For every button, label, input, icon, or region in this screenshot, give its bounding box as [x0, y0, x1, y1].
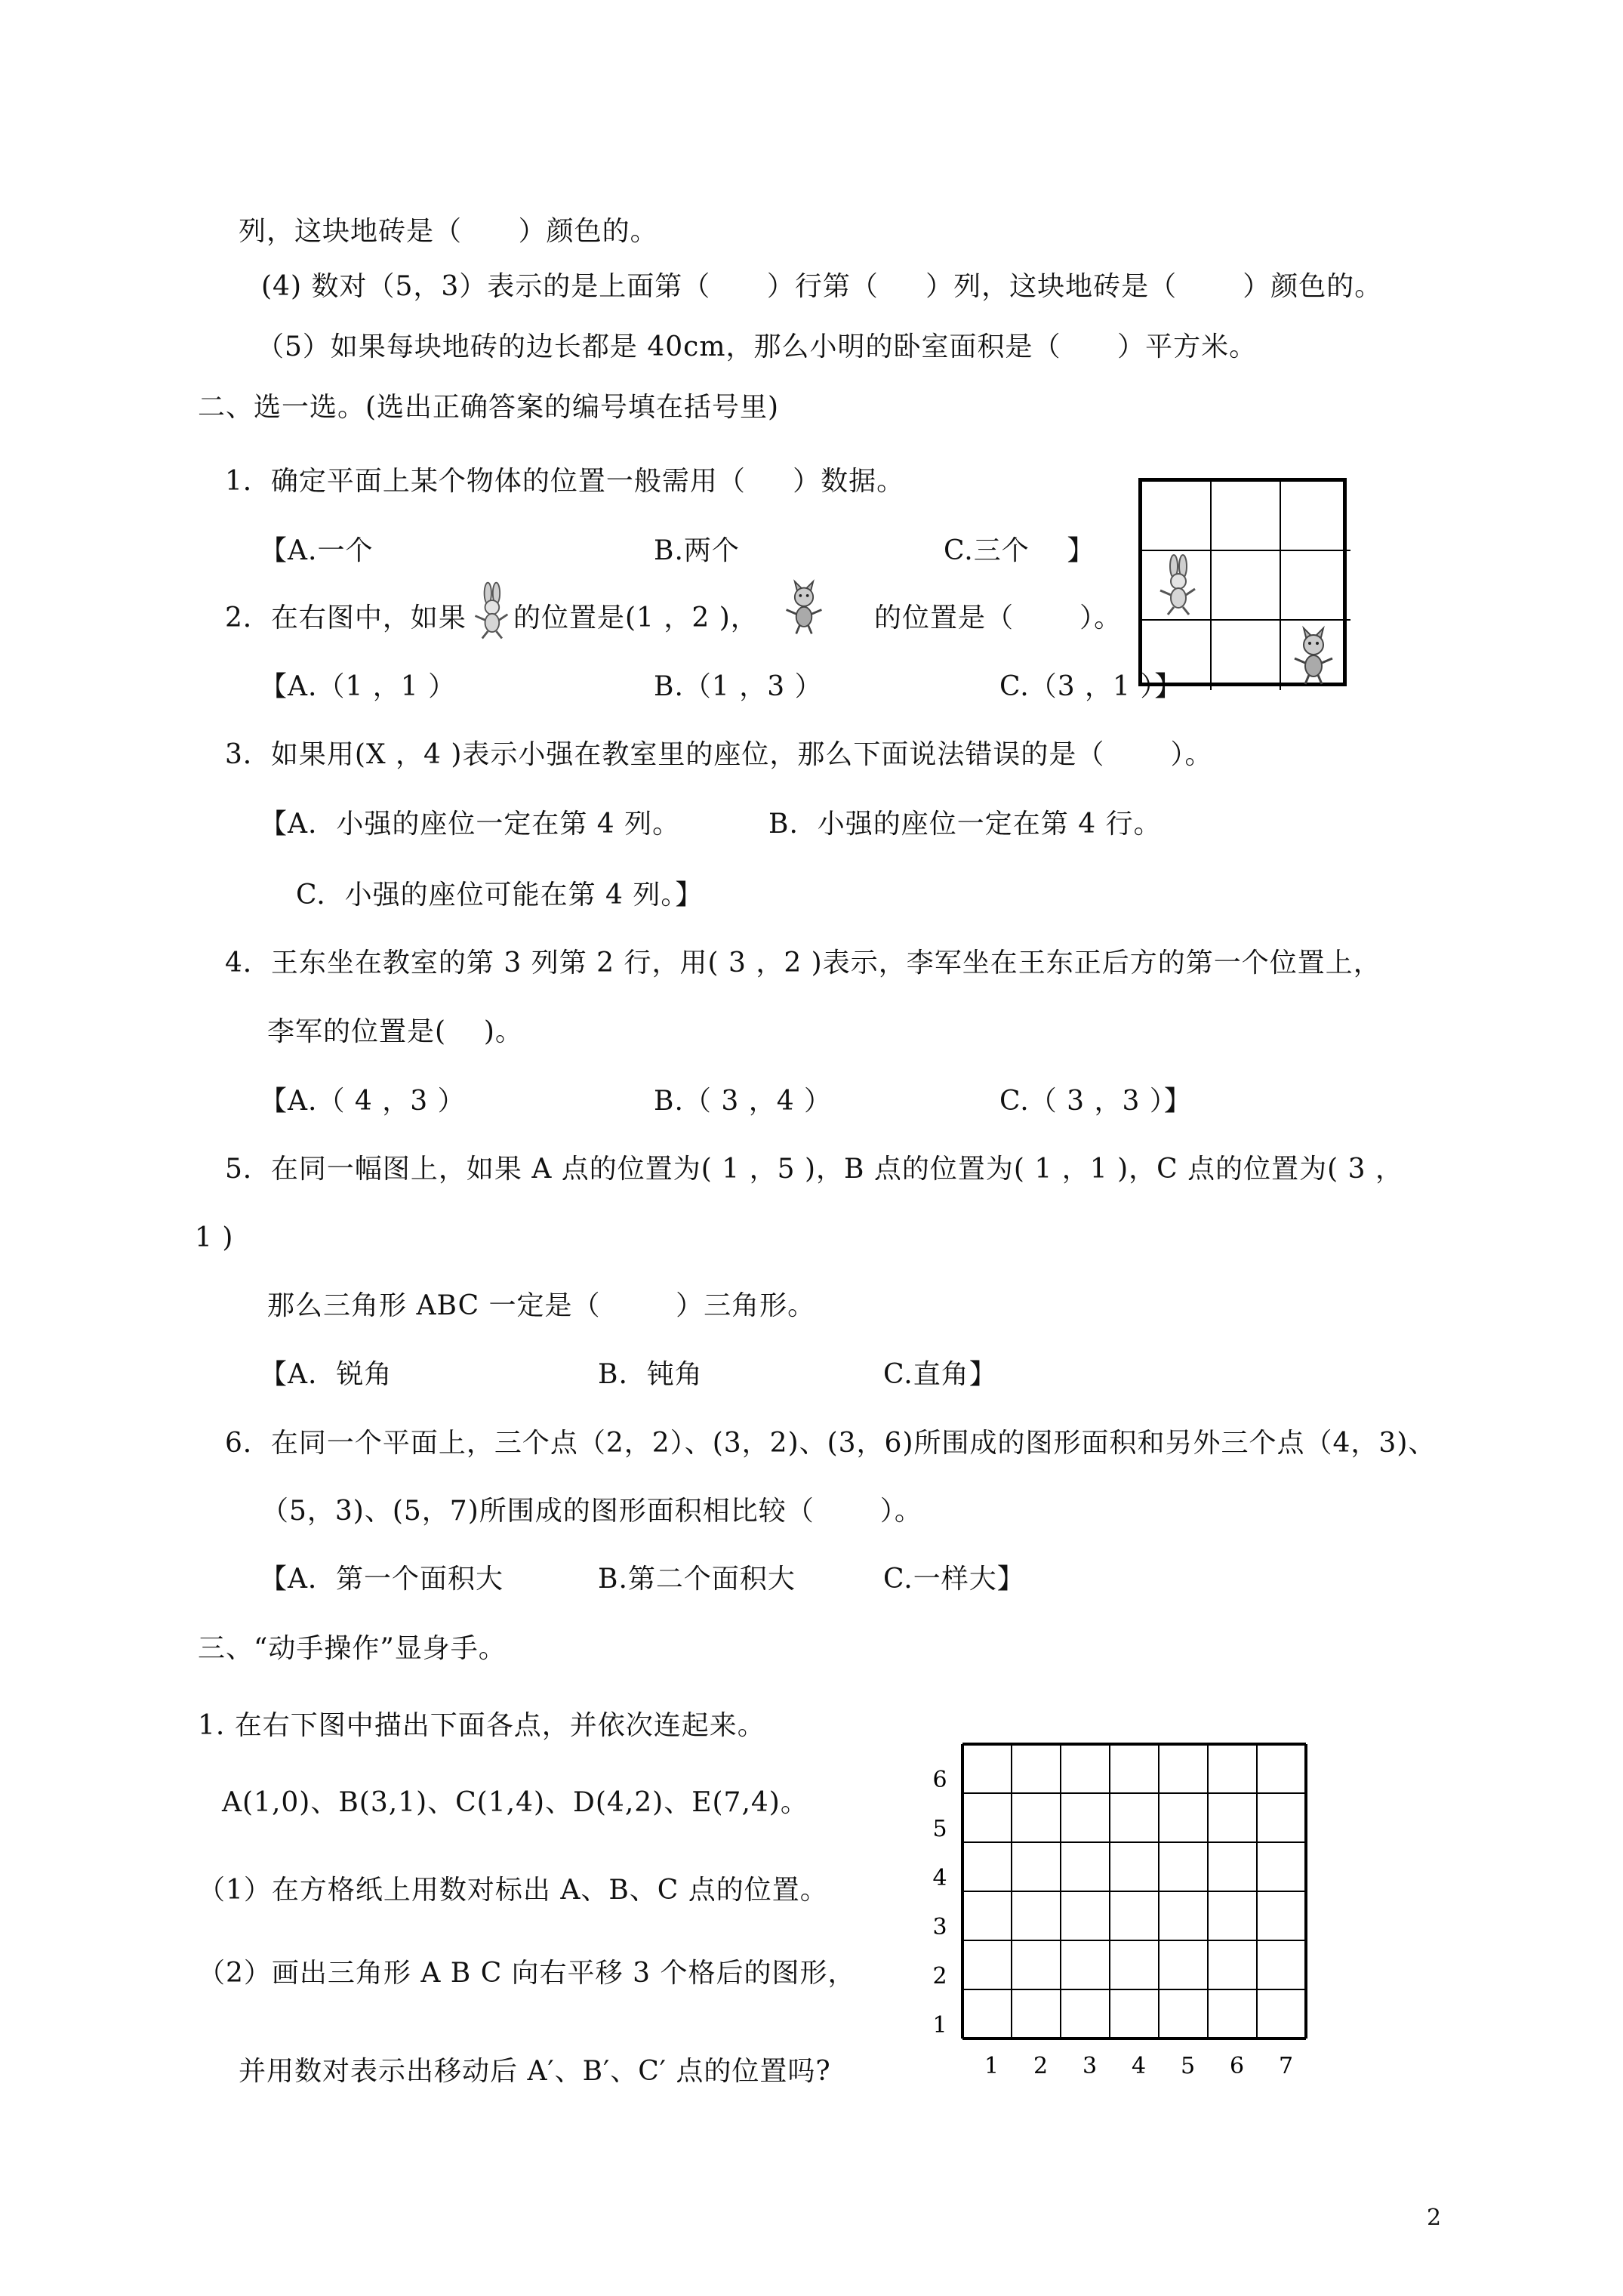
- mc-5-option-b: B. 钝角: [598, 1359, 703, 1390]
- op-question-1: 1. 在右下图中描出下面各点，并依次连起来。: [198, 1710, 765, 1741]
- grid-lines: [962, 1744, 1306, 2039]
- y-tick-label: 3: [932, 1914, 947, 1940]
- mc-question-4: 4．王东坐在教室的第 3 列第 2 行，用( 3 ，2 )表示，李军坐在王东正后方的第一个位置上，: [225, 948, 1381, 978]
- mc-1-option-a: 【A.一个: [260, 535, 374, 566]
- y-tick-label: 5: [932, 1816, 947, 1842]
- coordinate-grid: [906, 1714, 1374, 2079]
- mc-5-option-a: 【A. 锐角: [260, 1359, 393, 1390]
- op-sub-1: （1）在方格纸上用数对标出 A、B、C 点的位置。: [198, 1875, 828, 1906]
- position-grid-3x3: [1138, 478, 1347, 686]
- mc-4-option-a: 【A.（ 4 ，3 ）: [260, 1086, 466, 1117]
- section-heading-3: 三、“动手操作”显身手。: [198, 1633, 507, 1664]
- op-sub-2-cont: 并用数对表示出移动后 A′、B′、C′ 点的位置吗?: [239, 2056, 831, 2087]
- x-tick-label: 4: [1131, 2053, 1147, 2079]
- mc-question-2-part3: 的位置是（ ）。: [874, 603, 1123, 633]
- mc-question-1: 1．确定平面上某个物体的位置一般需用（ ）数据。: [225, 466, 905, 497]
- op-sub-2: （2）画出三角形 A B C 向右平移 3 个格后的图形，: [198, 1958, 856, 1989]
- mc-question-5: 5．在同一幅图上，如果 A 点的位置为( 1 ，5 )，B 点的位置为( 1 ，1 )，C 点的位置为( 3 ，: [225, 1154, 1403, 1185]
- x-tick-label: 7: [1278, 2053, 1294, 2079]
- x-tick-label: 5: [1180, 2053, 1196, 2079]
- y-tick-label: 6: [932, 1767, 947, 1793]
- page-number: 2: [1427, 2205, 1442, 2231]
- mc-question-3: 3．如果用(X ，4 )表示小强在教室里的座位，那么下面说法错误的是（ ）。: [225, 739, 1213, 770]
- mc-6-option-c: C.一样大】: [883, 1564, 1025, 1595]
- grid-labels: [932, 1767, 1293, 2079]
- x-tick-label: 1: [984, 2053, 999, 2079]
- cat-icon: [1290, 621, 1337, 686]
- mc-question-5-cont: 那么三角形 ABC 一定是（ ）三角形。: [267, 1290, 816, 1321]
- mc-question-6: 6．在同一个平面上，三个点（2，2）、(3，2)、(3，6)所围成的图形面积和另外三个点（4，3)、: [225, 1428, 1437, 1459]
- mc-question-5-wrap: 1 ): [195, 1222, 234, 1253]
- mc-4-option-c: C.（ 3 ，3 ）】: [999, 1086, 1192, 1117]
- mc-2-option-c: C.（3 ，1 ）】: [999, 671, 1183, 702]
- mc-3-option-c: C. 小强的座位可能在第 4 列。】: [296, 880, 704, 911]
- mc-5-option-c: C.直角】: [883, 1359, 997, 1390]
- mc-2-option-a: 【A.（1 ，1 ）: [260, 671, 457, 702]
- mc-3-option-a: 【A. 小强的座位一定在第 4 列。: [260, 809, 681, 840]
- mc-6-option-a: 【A．第一个面积大: [260, 1564, 504, 1595]
- x-tick-label: 3: [1082, 2053, 1098, 2079]
- mc-question-6-cont: （5，3)、(5，7)所围成的图形面积相比较（ ）。: [261, 1496, 922, 1527]
- section-heading-2: 二、选一选。(选出正确答案的编号填在括号里): [198, 392, 780, 423]
- rabbit-icon: [470, 581, 512, 642]
- mc-2-option-b: B.（1 ，3 ）: [654, 671, 823, 702]
- mc-4-option-b: B.（ 3 ，4 ）: [654, 1086, 833, 1117]
- cat-icon: [782, 574, 826, 636]
- mc-6-option-b: B.第二个面积大: [598, 1564, 796, 1595]
- question-continuation: 列，这块地砖是（ ）颜色的。: [239, 216, 658, 247]
- mc-1-option-c: C.三个 】: [944, 535, 1095, 566]
- question-4: (4) 数对（5，3）表示的是上面第（ ）行第（ ）列，这块地砖是（ ）颜色的。: [261, 271, 1383, 302]
- mc-question-2-part2: 的位置是(1 ，2 )，: [513, 603, 759, 633]
- y-tick-label: 4: [932, 1865, 947, 1891]
- mc-1-option-b: B.两个: [654, 535, 740, 566]
- y-tick-label: 2: [932, 1963, 947, 1989]
- x-tick-label: 6: [1229, 2053, 1245, 2079]
- op-points: A(1,0)、B(3,1)、C(1,4)、D(4,2)、E(7,4)。: [222, 1787, 808, 1818]
- mc-question-4-cont: 李军的位置是( )。: [267, 1016, 523, 1047]
- mc-question-2-part1: 2．在右图中，如果: [225, 603, 467, 633]
- x-tick-label: 2: [1033, 2053, 1049, 2079]
- rabbit-icon: [1154, 554, 1200, 618]
- mc-3-option-b: B. 小强的座位一定在第 4 行。: [768, 809, 1162, 840]
- y-tick-label: 1: [932, 2012, 947, 2039]
- question-5: （5）如果每块地砖的边长都是 40cm，那么小明的卧室面积是（ ）平方米。: [257, 331, 1258, 362]
